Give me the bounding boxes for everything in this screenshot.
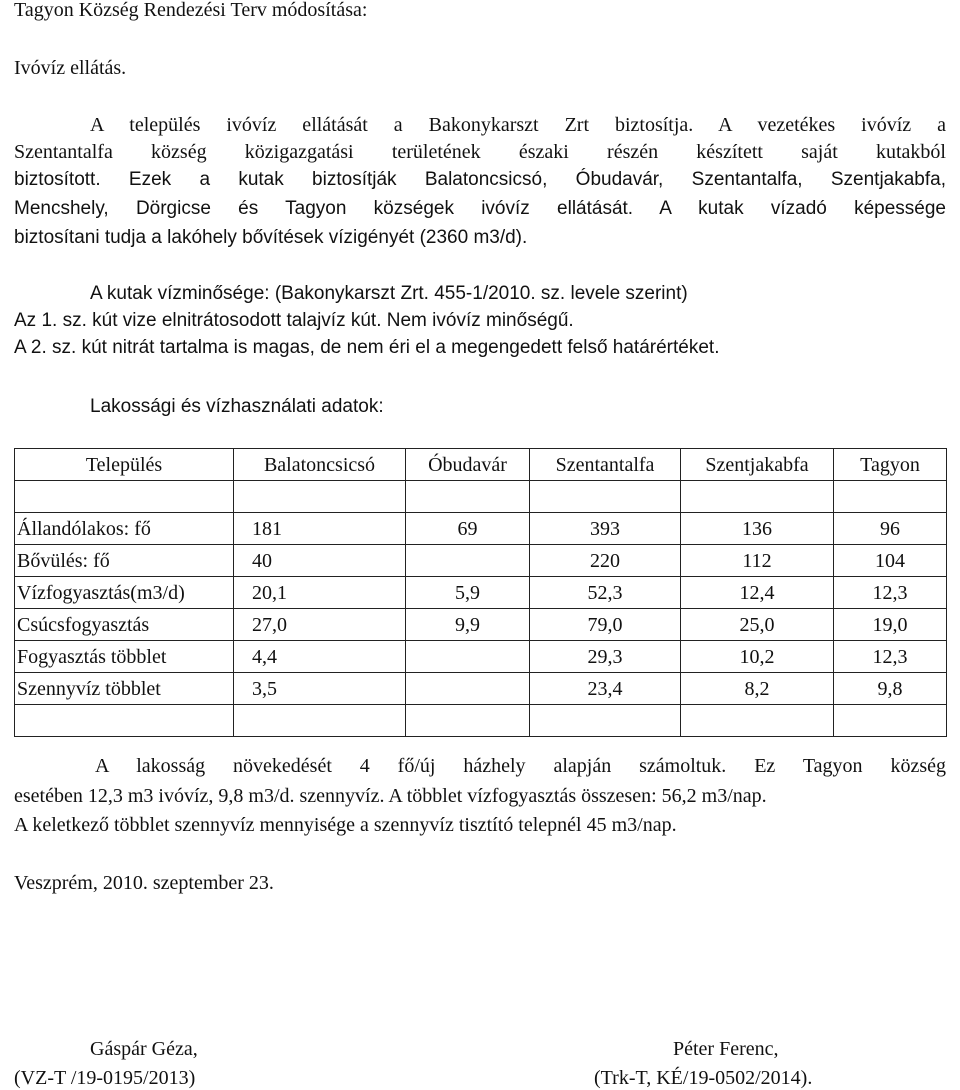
para1-line-3: biztosított. Ezek a kutak biztosítják Balatoncsicsó, Óbudavár, Szentantalfa, Szentjakabfa, <box>14 169 946 190</box>
table-cell <box>406 545 530 577</box>
table-row <box>15 673 947 705</box>
table-row <box>15 577 947 609</box>
table-cell: 181 <box>234 513 406 545</box>
table-cell: 19,0 <box>834 609 947 641</box>
quality-line-1: Az 1. sz. kút vize elnitrátosodott talajvíz kút. Nem ivóvíz minőségű. <box>14 310 574 331</box>
signature-left-name: Gáspár Géza, <box>90 1038 198 1060</box>
row-label: Fogyasztás többlet <box>15 641 234 673</box>
quality-heading: A kutak vízminősége: (Bakonykarszt Zrt. 455-1/2010. sz. levele szerint) <box>90 283 688 304</box>
signature-right-name: Péter Ferenc, <box>673 1038 779 1060</box>
table-cell: 23,4 <box>530 673 681 705</box>
table-cell: 9,8 <box>834 673 947 705</box>
table-cell <box>406 673 530 705</box>
para2-line-1: A lakosság növekedését 4 fő/új házhely alapján számoltuk. Ez Tagyon község <box>95 755 946 777</box>
table-cell: 12,3 <box>834 641 947 673</box>
table-caption: Lakossági és vízhasználati adatok: <box>90 396 384 417</box>
row-label: Bővülés: fő <box>15 545 234 577</box>
table-cell: 3,5 <box>234 673 406 705</box>
table-row <box>15 513 947 545</box>
table-spacer-row <box>15 705 947 737</box>
para1-line-5: biztosítani tudja a lakóhely bővítések vízigényét (2360 m3/d). <box>14 227 528 248</box>
para2-line-3: A keletkező többlet szennyvíz mennyisége a szennyvíz tisztító telepnél 45 m3/nap. <box>14 814 677 836</box>
header-cell: Szentantalfa <box>530 449 681 481</box>
table-cell: 9,9 <box>406 609 530 641</box>
table-cell: 29,3 <box>530 641 681 673</box>
table-cell: 136 <box>681 513 834 545</box>
table-cell: 220 <box>530 545 681 577</box>
signature-left-id: (VZ-T /19-0195/2013) <box>14 1067 196 1089</box>
table-cell <box>406 641 530 673</box>
header-cell: Tagyon <box>834 449 947 481</box>
table-cell: 4,4 <box>234 641 406 673</box>
para1-line-2: Szentantalfa község közigazgatási területének északi részén készített saját kutakból <box>14 141 946 163</box>
table-cell: 40 <box>234 545 406 577</box>
table-cell: 79,0 <box>530 609 681 641</box>
table-cell: 12,4 <box>681 577 834 609</box>
table-cell: 112 <box>681 545 834 577</box>
table-row <box>15 545 947 577</box>
document-title: Tagyon Község Rendezési Terv módosítása: <box>14 0 368 21</box>
row-label: Vízfogyasztás(m3/d) <box>15 577 234 609</box>
table-cell: 10,2 <box>681 641 834 673</box>
table-cell: 25,0 <box>681 609 834 641</box>
table-header-row <box>15 449 947 481</box>
row-label: Szennyvíz többlet <box>15 673 234 705</box>
table-cell: 27,0 <box>234 609 406 641</box>
header-cell: Balatoncsicsó <box>234 449 406 481</box>
header-cell: Óbudavár <box>406 449 530 481</box>
water-usage-table <box>14 448 947 737</box>
place-date: Veszprém, 2010. szeptember 23. <box>14 872 274 894</box>
para2-line-2: esetében 12,3 m3 ivóvíz, 9,8 m3/d. szennyvíz. A többlet vízfogyasztás összesen: 56,2 m3/nap. <box>14 785 767 807</box>
table-cell: 52,3 <box>530 577 681 609</box>
table-cell: 5,9 <box>406 577 530 609</box>
quality-line-2: A 2. sz. kút nitrát tartalma is magas, de nem éri el a megengedett felső határértéket. <box>14 337 720 358</box>
table-cell: 393 <box>530 513 681 545</box>
table-cell: 12,3 <box>834 577 947 609</box>
section-heading: Ivóvíz ellátás. <box>14 57 127 79</box>
table-cell: 8,2 <box>681 673 834 705</box>
para1-line-1: A település ivóvíz ellátását a Bakonykarszt Zrt biztosítja. A vezetékes ivóvíz a <box>90 114 946 136</box>
header-cell: Szentjakabfa <box>681 449 834 481</box>
row-label: Állandólakos: fő <box>15 513 234 545</box>
table-row <box>15 641 947 673</box>
table-row <box>15 609 947 641</box>
table-cell: 69 <box>406 513 530 545</box>
table-cell: 20,1 <box>234 577 406 609</box>
table-spacer-row <box>15 481 947 513</box>
table-cell: 96 <box>834 513 947 545</box>
signature-right-id: (Trk-T, KÉ/19-0502/2014). <box>594 1067 813 1089</box>
header-cell: Település <box>15 449 234 481</box>
para1-line-4: Mencshely, Dörgicse és Tagyon községek ivóvíz ellátását. A kutak vízadó képessége <box>14 198 946 219</box>
table-cell: 104 <box>834 545 947 577</box>
row-label: Csúcsfogyasztás <box>15 609 234 641</box>
